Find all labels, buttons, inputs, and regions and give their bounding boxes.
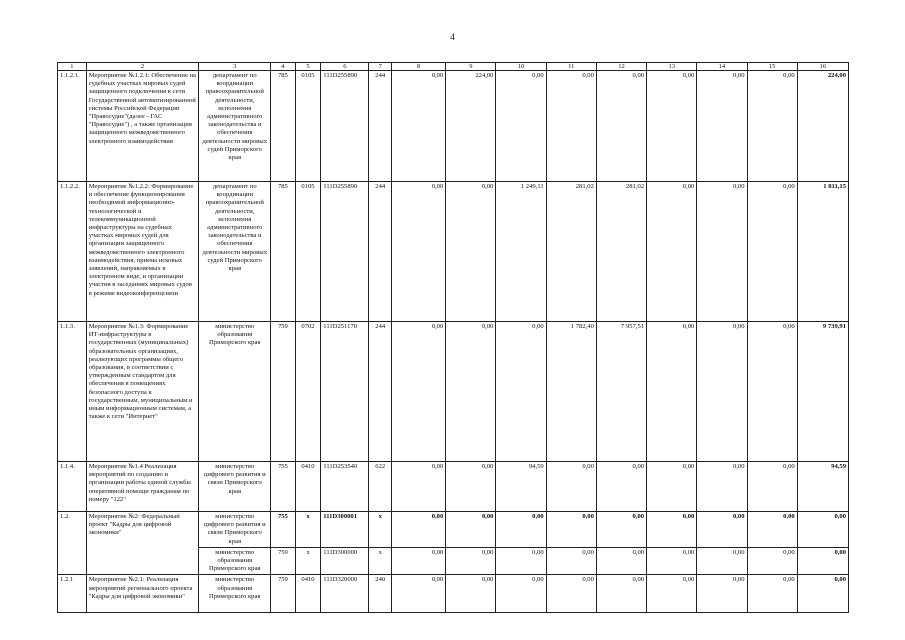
value-cell: 0,00 <box>596 512 646 548</box>
table-row <box>58 71 849 182</box>
col-header: 2 <box>86 63 199 71</box>
executor: департамент по координации правоохранительной деятельности, исполнения административного законодательства и обеспечения деятельности мировых судей Приморского края <box>199 182 271 322</box>
grbs: 755 <box>271 462 296 512</box>
value-cell: 0,00 <box>747 547 797 575</box>
value-cell: 224,00 <box>446 71 496 182</box>
value-cell: 0,00 <box>546 547 596 575</box>
row-number: 1.2.1 <box>58 575 87 613</box>
csr: 111D255890 <box>321 71 369 182</box>
col-header: 8 <box>391 63 445 71</box>
rzpr: 0105 <box>295 182 321 322</box>
value-cell: 0,00 <box>496 71 546 182</box>
col-header: 13 <box>647 63 697 71</box>
value-cell: 0,00 <box>747 462 797 512</box>
table-row <box>58 462 849 512</box>
value-cell: 0,00 <box>546 512 596 548</box>
vr: 622 <box>369 462 392 512</box>
rzpr: х <box>295 512 321 548</box>
value-cell: 0,00 <box>391 547 445 575</box>
value-cell: 0,00 <box>391 575 445 613</box>
activity-name: Мероприятие №1.2.2: Формирование и обеспечение функционирования необходимой информационно-технологической и телекоммуникационной инфраструктуры на судебных участках мировых судей для организации защищенного межведомственного электронного взаимодействия, приема исковых заявлений, направляемых в электронном виде, и организации участия в заседаниях мировых судов в режиме видеоконференцсвязи <box>86 182 199 322</box>
col-header: 10 <box>496 63 546 71</box>
value-cell: 0,00 <box>747 71 797 182</box>
value-cell: 0,00 <box>446 575 496 613</box>
value-cell: 0,00 <box>496 575 546 613</box>
table-row <box>58 575 849 613</box>
value-cell: 0,00 <box>647 512 697 548</box>
column-number-row <box>58 63 849 71</box>
total-cell: 224,00 <box>797 71 848 182</box>
value-cell: 7 957,51 <box>596 322 646 462</box>
value-cell: 0,00 <box>391 71 445 182</box>
row-number: 1.1.2.2. <box>58 182 87 322</box>
executor: министерство образования Приморского края <box>199 322 271 462</box>
col-header: 3 <box>199 63 271 71</box>
value-cell: 281,02 <box>596 182 646 322</box>
rzpr: 0702 <box>295 322 321 462</box>
value-cell: 281,02 <box>546 182 596 322</box>
value-cell: 0,00 <box>647 322 697 462</box>
row-number: 1.1.4. <box>58 462 87 512</box>
total-cell: 0,00 <box>797 575 848 613</box>
page-number: 4 <box>450 32 455 42</box>
grbs: 755 <box>271 512 296 548</box>
value-cell: 0,00 <box>496 512 546 548</box>
value-cell: 0,00 <box>697 575 747 613</box>
table-row <box>58 182 849 322</box>
value-cell: 1 782,40 <box>546 322 596 462</box>
grbs: 759 <box>271 575 296 613</box>
value-cell: 0,00 <box>446 322 496 462</box>
row-number: 1.2. <box>58 512 87 575</box>
executor: министерство цифрового развития и связи Приморского края <box>199 512 271 548</box>
value-cell: 0,00 <box>747 322 797 462</box>
rzpr: х <box>295 547 321 575</box>
value-cell: 0,00 <box>446 462 496 512</box>
col-header: 14 <box>697 63 747 71</box>
value-cell: 0,00 <box>391 322 445 462</box>
total-cell: 1 811,15 <box>797 182 848 322</box>
value-cell: 0,00 <box>647 547 697 575</box>
value-cell: 1 249,11 <box>496 182 546 322</box>
value-cell: 0,00 <box>647 182 697 322</box>
value-cell: 0,00 <box>647 575 697 613</box>
col-header: 15 <box>747 63 797 71</box>
vr: 244 <box>369 322 392 462</box>
col-header: 5 <box>295 63 321 71</box>
executor: министерство образования Приморского края <box>199 547 271 575</box>
budget-table <box>57 62 849 613</box>
table-row <box>58 512 849 548</box>
value-cell: 0,00 <box>546 71 596 182</box>
value-cell: 0,00 <box>747 512 797 548</box>
rzpr: 0410 <box>295 462 321 512</box>
col-header: 11 <box>546 63 596 71</box>
col-header: 16 <box>797 63 848 71</box>
executor: министерство цифрового развития и связи Приморского края <box>199 462 271 512</box>
total-cell: 94,59 <box>797 462 848 512</box>
value-cell: 0,00 <box>546 462 596 512</box>
value-cell: 0,00 <box>596 547 646 575</box>
grbs: 759 <box>271 547 296 575</box>
value-cell: 0,00 <box>446 547 496 575</box>
col-header: 1 <box>58 63 87 71</box>
value-cell: 0,00 <box>697 547 747 575</box>
value-cell: 0,00 <box>747 182 797 322</box>
executor: министерство образования Приморского края <box>199 575 271 613</box>
value-cell: 0,00 <box>647 71 697 182</box>
csr: 111D300001 <box>321 512 369 548</box>
vr: 244 <box>369 182 392 322</box>
value-cell: 0,00 <box>546 575 596 613</box>
value-cell: 0,00 <box>391 462 445 512</box>
activity-name: Мероприятие №1.4 Реализация мероприятий по созданию и организации работы единой службы оперативной помощи гражданам по номеру "122" <box>86 462 199 512</box>
grbs: 785 <box>271 71 296 182</box>
csr: 111D255890 <box>321 182 369 322</box>
value-cell: 0,00 <box>496 547 546 575</box>
csr: 111D251170 <box>321 322 369 462</box>
row-number: 1.1.2.1. <box>58 71 87 182</box>
value-cell: 0,00 <box>496 322 546 462</box>
total-cell: 0,00 <box>797 512 848 548</box>
rzpr: 0410 <box>295 575 321 613</box>
value-cell: 0,00 <box>747 575 797 613</box>
value-cell: 0,00 <box>446 512 496 548</box>
executor: департамент по координации правоохранительной деятельности, исполнения административного законодательства и обеспечения деятельности мировых судей Приморского края <box>199 71 271 182</box>
col-header: 4 <box>271 63 296 71</box>
value-cell: 94,59 <box>496 462 546 512</box>
vr: 244 <box>369 71 392 182</box>
row-number: 1.1.3. <box>58 322 87 462</box>
activity-name: Мероприятие №2.1: Реализация мероприятий регионального проекта "Кадры для цифровой экономики" <box>86 575 199 613</box>
vr: х <box>369 512 392 548</box>
col-header: 6 <box>321 63 369 71</box>
col-header: 12 <box>596 63 646 71</box>
table-row <box>58 322 849 462</box>
activity-name: Мероприятие №2: Федеральный проект "Кадры для цифровой экономики" <box>86 512 199 575</box>
total-cell: 0,00 <box>797 547 848 575</box>
col-header: 7 <box>369 63 392 71</box>
value-cell: 0,00 <box>391 512 445 548</box>
value-cell: 0,00 <box>697 462 747 512</box>
activity-name: Мероприятие №1.2.1: Обеспечение на судебных участках мировых судей защищенного подключения к сети Государственной автоматизированной системы Российской Федерации "Правосудие"(далее - ГАС "Правосудие") , а также организация защищенного межведомственного электронного взаимодействия <box>86 71 199 182</box>
total-cell: 9 739,91 <box>797 322 848 462</box>
vr: 240 <box>369 575 392 613</box>
value-cell: 0,00 <box>596 575 646 613</box>
csr: 111D253540 <box>321 462 369 512</box>
activity-name: Мероприятие №1.3: Формирование ИТ-инфраструктуры в государственных (муниципальных) образовательных организациях, реализующих программы общего образования, в соответствии с утвержденным стандартом для обеспечения в помещениях безопасного доступа к государственным, муниципальным и иным информационным системам, а также к сети "Интернет" <box>86 322 199 462</box>
grbs: 785 <box>271 182 296 322</box>
value-cell: 0,00 <box>697 322 747 462</box>
value-cell: 0,00 <box>647 462 697 512</box>
rzpr: 0105 <box>295 71 321 182</box>
value-cell: 0,00 <box>596 462 646 512</box>
value-cell: 0,00 <box>697 182 747 322</box>
csr: 111D300000 <box>321 547 369 575</box>
grbs: 759 <box>271 322 296 462</box>
value-cell: 0,00 <box>596 71 646 182</box>
value-cell: 0,00 <box>697 512 747 548</box>
value-cell: 0,00 <box>391 182 445 322</box>
csr: 111D320000 <box>321 575 369 613</box>
value-cell: 0,00 <box>697 71 747 182</box>
value-cell: 0,00 <box>446 182 496 322</box>
vr: х <box>369 547 392 575</box>
col-header: 9 <box>446 63 496 71</box>
